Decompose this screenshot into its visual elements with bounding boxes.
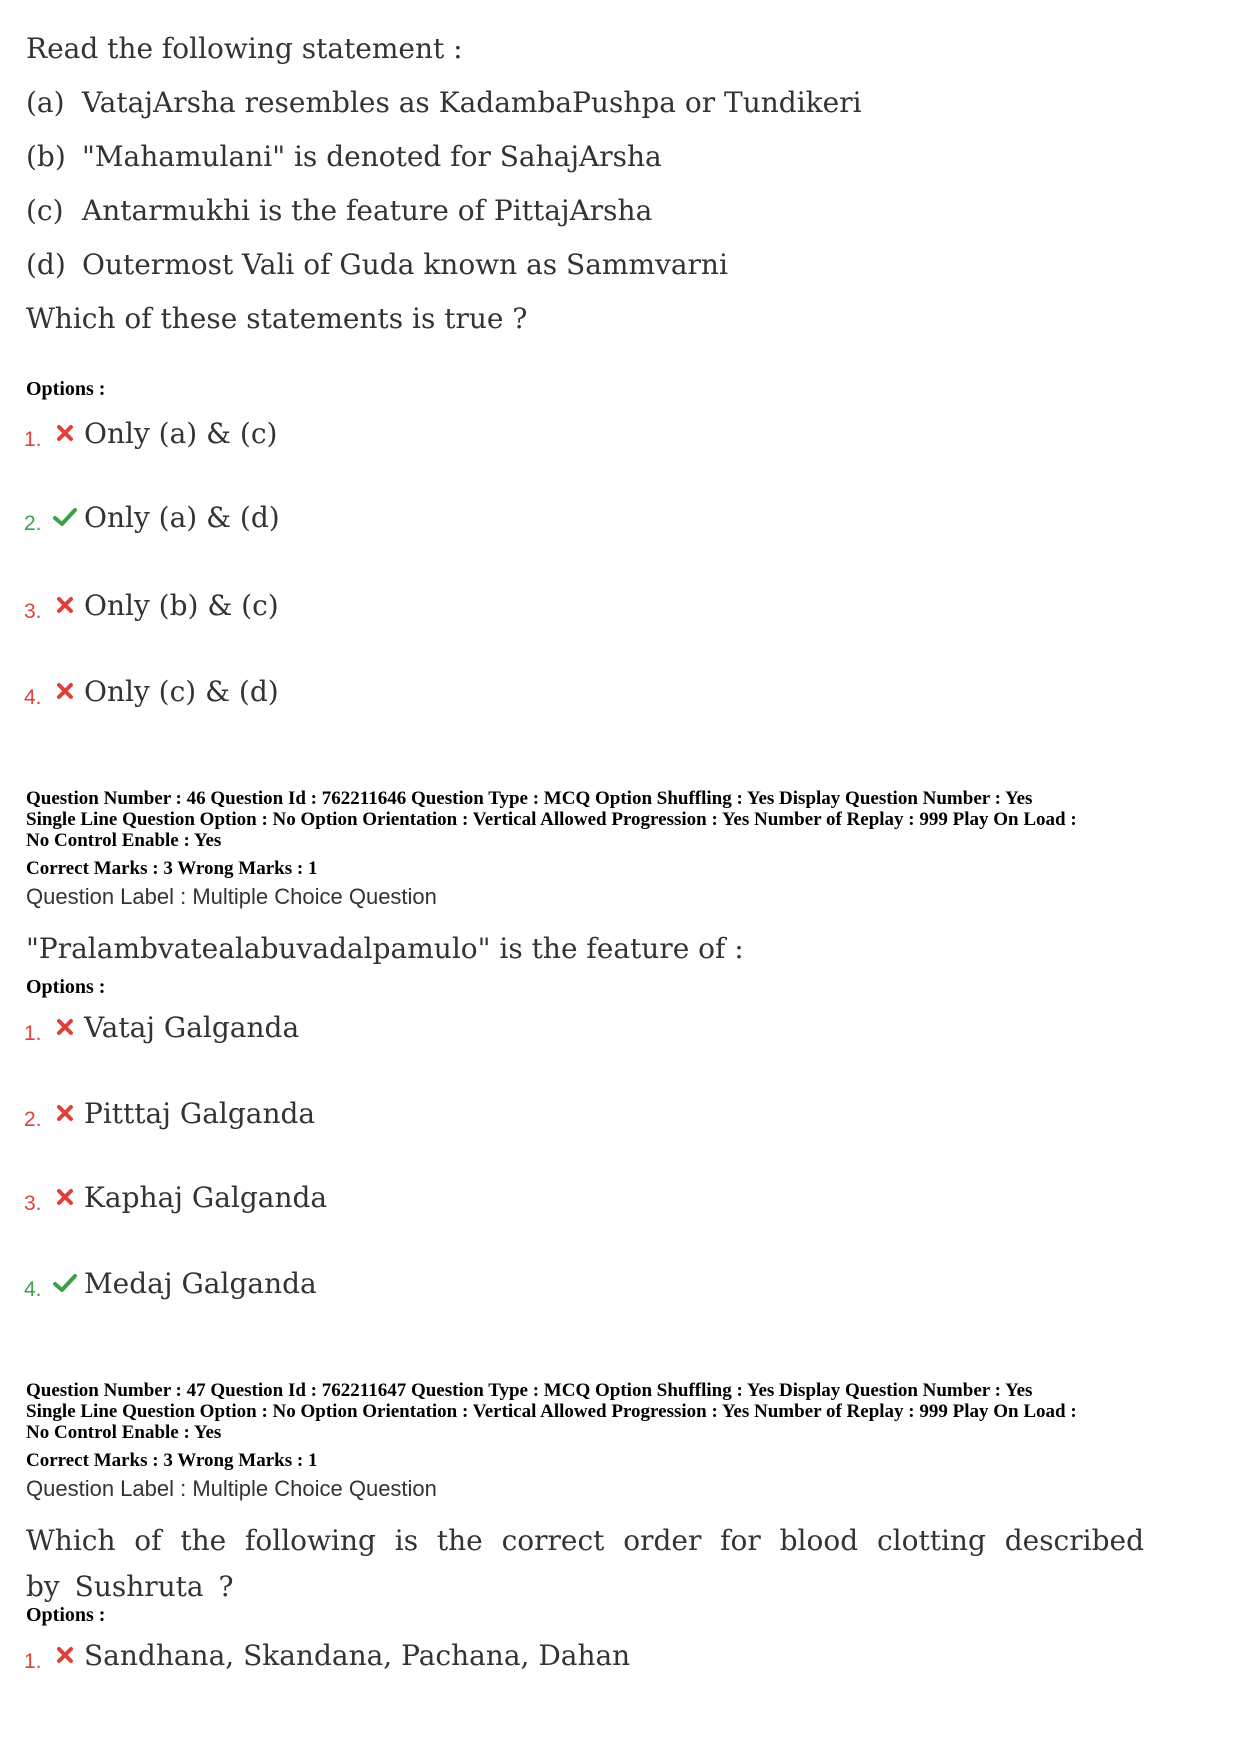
- q45-statement-a: [26, 86, 862, 120]
- statement-label: (b): [26, 140, 66, 173]
- q45-option-2[interactable]: [24, 498, 280, 536]
- cross-icon: [52, 1014, 78, 1040]
- q46-meta: [26, 788, 1226, 851]
- option-number: 3.: [24, 1192, 42, 1215]
- option-text: Only (b) & (c): [84, 588, 279, 622]
- option-number: 1.: [24, 1650, 42, 1673]
- q45-option-3[interactable]: [24, 586, 279, 624]
- option-text: Only (a) & (d): [84, 500, 280, 534]
- q45-question: Which of these statements is true ?: [26, 302, 528, 335]
- meta-line: No Control Enable : Yes: [26, 1422, 222, 1443]
- cross-icon: [52, 678, 78, 704]
- q47-question-label: Question Label : Multiple Choice Question: [26, 1476, 437, 1501]
- cross-icon: [52, 420, 78, 446]
- q46-options-heading: Options :: [26, 976, 106, 998]
- option-text: Medaj Galganda: [84, 1266, 317, 1300]
- q46-question: "Pralambvatealabuvadalpamulo" is the feature of :: [26, 932, 744, 965]
- option-number: 4.: [24, 1278, 42, 1301]
- q45-statement-c: [26, 194, 652, 228]
- statement-text: "Mahamulani" is denoted for SahajArsha: [82, 140, 662, 173]
- option-number: 4.: [24, 686, 42, 709]
- option-text: Kaphaj Galganda: [84, 1180, 328, 1214]
- statement-text: Antarmukhi is the feature of PittajArsha: [82, 194, 653, 227]
- q47-meta: [26, 1380, 1226, 1443]
- option-number: 2.: [24, 512, 42, 535]
- cross-icon: [52, 1642, 78, 1668]
- q45-option-4[interactable]: [24, 672, 279, 710]
- q46-option-2[interactable]: [24, 1094, 315, 1132]
- option-text: Only (c) & (d): [84, 674, 279, 708]
- option-text: Vataj Galganda: [84, 1010, 300, 1044]
- q46-question-label: Question Label : Multiple Choice Question: [26, 884, 437, 909]
- statement-text: Outermost Vali of Guda known as Sammvarni: [82, 248, 728, 281]
- cross-icon: [52, 1100, 78, 1126]
- q47-option-1[interactable]: [24, 1636, 630, 1674]
- q45-option-1[interactable]: [24, 414, 277, 452]
- meta-line: Question Number : 46 Question Id : 762211646 Question Type : MCQ Option Shuffling : Yes Display Question Number : Yes: [26, 788, 1033, 809]
- q46-option-3[interactable]: [24, 1178, 327, 1216]
- statement-label: (c): [26, 194, 64, 227]
- q46-option-4[interactable]: [24, 1264, 317, 1302]
- q47-options-heading: Options :: [26, 1604, 106, 1626]
- option-number: 3.: [24, 600, 42, 623]
- q46-option-1[interactable]: [24, 1008, 299, 1046]
- meta-line: Single Line Question Option : No Option Orientation : Vertical Allowed Progression : Yes Number of Replay : 999 Play On Load :: [26, 1401, 1077, 1422]
- q47-marks: Correct Marks : 3 Wrong Marks : 1: [26, 1450, 318, 1471]
- statement-label: (d): [26, 248, 66, 281]
- meta-line: Question Number : 47 Question Id : 762211647 Question Type : MCQ Option Shuffling : Yes Display Question Number : Yes: [26, 1380, 1033, 1401]
- meta-line: No Control Enable : Yes: [26, 830, 222, 851]
- option-text: Sandhana, Skandana, Pachana, Dahan: [84, 1638, 631, 1672]
- q45-stem: Read the following statement :: [26, 32, 463, 65]
- check-icon: [52, 504, 78, 530]
- q47-question: Which of the following is the correct order for blood clotting described by Sushruta ?: [26, 1524, 1144, 1603]
- cross-icon: [52, 592, 78, 618]
- option-number: 2.: [24, 1108, 42, 1131]
- meta-line: Single Line Question Option : No Option Orientation : Vertical Allowed Progression : Yes Number of Replay : 999 Play On Load :: [26, 809, 1077, 830]
- statement-text: VatajArsha resembles as KadambaPushpa or Tundikeri: [82, 86, 862, 119]
- option-number: 1.: [24, 428, 42, 451]
- check-icon: [52, 1270, 78, 1296]
- option-text: Pitttaj Galganda: [84, 1096, 316, 1130]
- cross-icon: [52, 1184, 78, 1210]
- statement-label: (a): [26, 86, 65, 119]
- q45-options-heading: Options :: [26, 378, 106, 400]
- option-number: 1.: [24, 1022, 42, 1045]
- q46-marks: Correct Marks : 3 Wrong Marks : 1: [26, 858, 318, 879]
- q45-statement-b: [26, 140, 662, 174]
- q45-statement-d: [26, 248, 728, 282]
- option-text: Only (a) & (c): [84, 416, 278, 450]
